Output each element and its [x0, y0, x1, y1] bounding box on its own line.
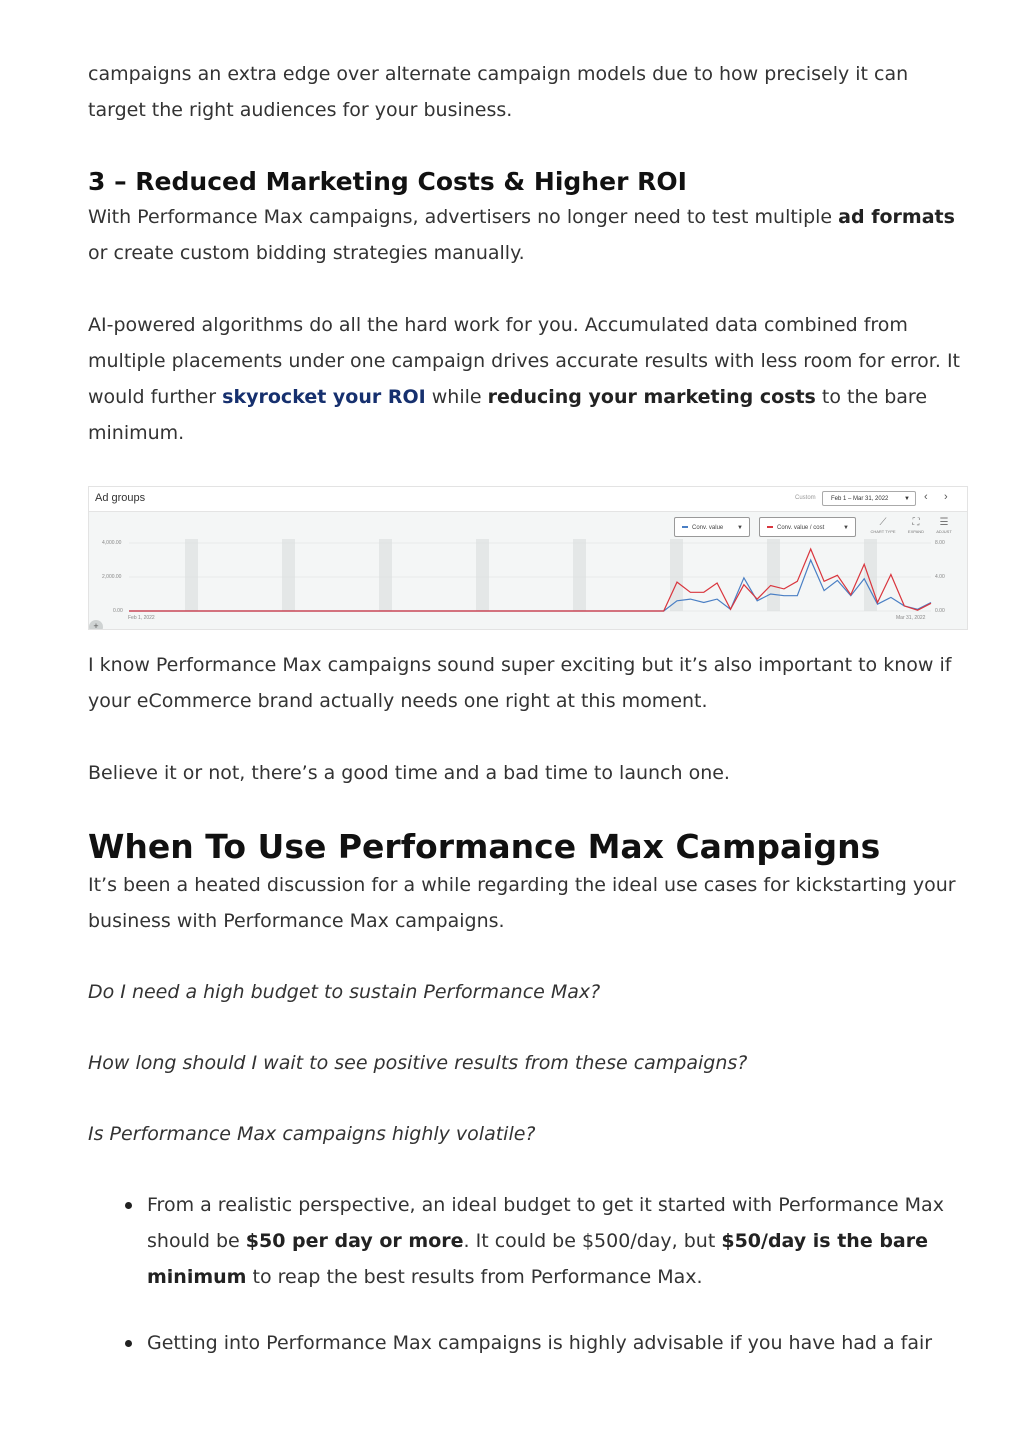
intro-paragraph: campaigns an extra edge over alternate campaign models due to how precisely it can target the right audiences for your business.: [88, 63, 909, 121]
text: to reap the best results from Performance Max.: [246, 1266, 703, 1288]
y-tick-left: 2,000.00: [102, 574, 122, 580]
text: . It could be $500/day, but: [463, 1230, 722, 1252]
y-tick-right: 4.00: [935, 574, 945, 580]
bold-bare-minimum: $50/day is the bare minimum: [147, 1230, 929, 1288]
question-wait: How long should I wait to see positive results from these campaigns?: [88, 1052, 748, 1074]
paragraph-ad-formats: [88, 199, 968, 271]
caret-down-icon: ▼: [843, 525, 849, 531]
weekend-band: [185, 539, 198, 611]
text: to the bare minimum.: [88, 386, 928, 444]
paragraph-heated-discussion: It’s been a heated discussion for a while regarding the ideal use cases for kickstarting your business with Performance Max campaigns.: [88, 874, 956, 932]
x-tick-start: Feb 1, 2022: [128, 615, 155, 621]
y-tick-left: 0.00: [113, 608, 123, 614]
weekend-band: [573, 539, 586, 611]
skyrocket-roi-link[interactable]: skyrocket your ROI: [222, 386, 426, 408]
y-tick-left: 4,000.00: [102, 540, 122, 546]
line-chart-plot: [89, 487, 967, 629]
date-range-text: Feb 1 – Mar 31, 2022: [831, 496, 889, 502]
ad-groups-chart-screenshot: [88, 486, 968, 630]
text: AI-powered algorithms do all the hard work for you. Accumulated data combined from multiple placements under one campaign drives accurate results with less room for error. It would further: [88, 314, 960, 408]
bold-reducing-costs: reducing your marketing costs: [487, 386, 816, 408]
y-tick-right: 0.00: [935, 608, 945, 614]
metric2-label: Conv. value / cost: [777, 525, 825, 531]
bold-budget: $50 per day or more: [245, 1230, 464, 1252]
add-annotation-button[interactable]: +: [89, 620, 103, 630]
x-tick-end: Mar 31, 2022: [896, 615, 926, 621]
list-item: Getting into Performance Max campaigns is highly advisable if you have had a fair: [88, 1325, 968, 1361]
list-item: [88, 1187, 968, 1295]
weekend-band: [379, 539, 392, 611]
expand-icon: ⛶: [912, 517, 920, 528]
metric1-label: Conv. value: [692, 525, 724, 531]
tool-label: CHART TYPE: [870, 529, 896, 534]
text: With Performance Max campaigns, advertisers no longer need to test multiple: [88, 206, 839, 228]
question-budget: Do I need a high budget to sustain Performance Max?: [88, 981, 601, 1003]
chevron-left-icon[interactable]: ‹: [924, 491, 928, 503]
text: From a realistic perspective, an ideal budget to get it started with Performance Max should be: [147, 1194, 944, 1252]
series-line-conv-value-cost: [129, 549, 931, 611]
question-volatile: Is Performance Max campaigns highly volatile?: [88, 1123, 536, 1145]
weekend-band: [767, 539, 780, 611]
series-line-conv-value: [129, 560, 931, 611]
tool-label: EXPAND: [907, 529, 925, 534]
bullet-list: [88, 1325, 968, 1361]
paragraph-good-time: Believe it or not, there’s a good time and a bad time to launch one.: [88, 762, 730, 784]
adjust-icon: ☰: [939, 517, 949, 528]
section-heading-when-to-use: When To Use Performance Max Campaigns: [88, 827, 881, 866]
text: or create custom bidding strategies manually.: [88, 242, 525, 264]
weekend-band: [476, 539, 489, 611]
text: while: [425, 386, 488, 408]
y-tick-right: 8.00: [935, 540, 945, 546]
bold-ad-formats: ad formats: [838, 206, 955, 228]
chevron-right-icon[interactable]: ›: [944, 491, 948, 503]
chart-title: Ad groups: [95, 492, 146, 504]
line-chart-icon: ⟋: [879, 517, 887, 528]
paragraph-exciting: I know Performance Max campaigns sound super exciting but it’s also important to know if your eCommerce brand actually needs one right at this moment.: [88, 654, 952, 712]
custom-label: Custom: [795, 495, 816, 501]
tool-label: ADJUST: [936, 529, 952, 534]
caret-down-icon: ▼: [904, 496, 910, 502]
bullet-list: [88, 1187, 968, 1295]
caret-down-icon: ▼: [737, 525, 743, 531]
paragraph-ai-powered: [88, 307, 968, 451]
section-heading-3: 3 – Reduced Marketing Costs & Higher ROI: [88, 167, 687, 196]
weekend-band: [282, 539, 295, 611]
